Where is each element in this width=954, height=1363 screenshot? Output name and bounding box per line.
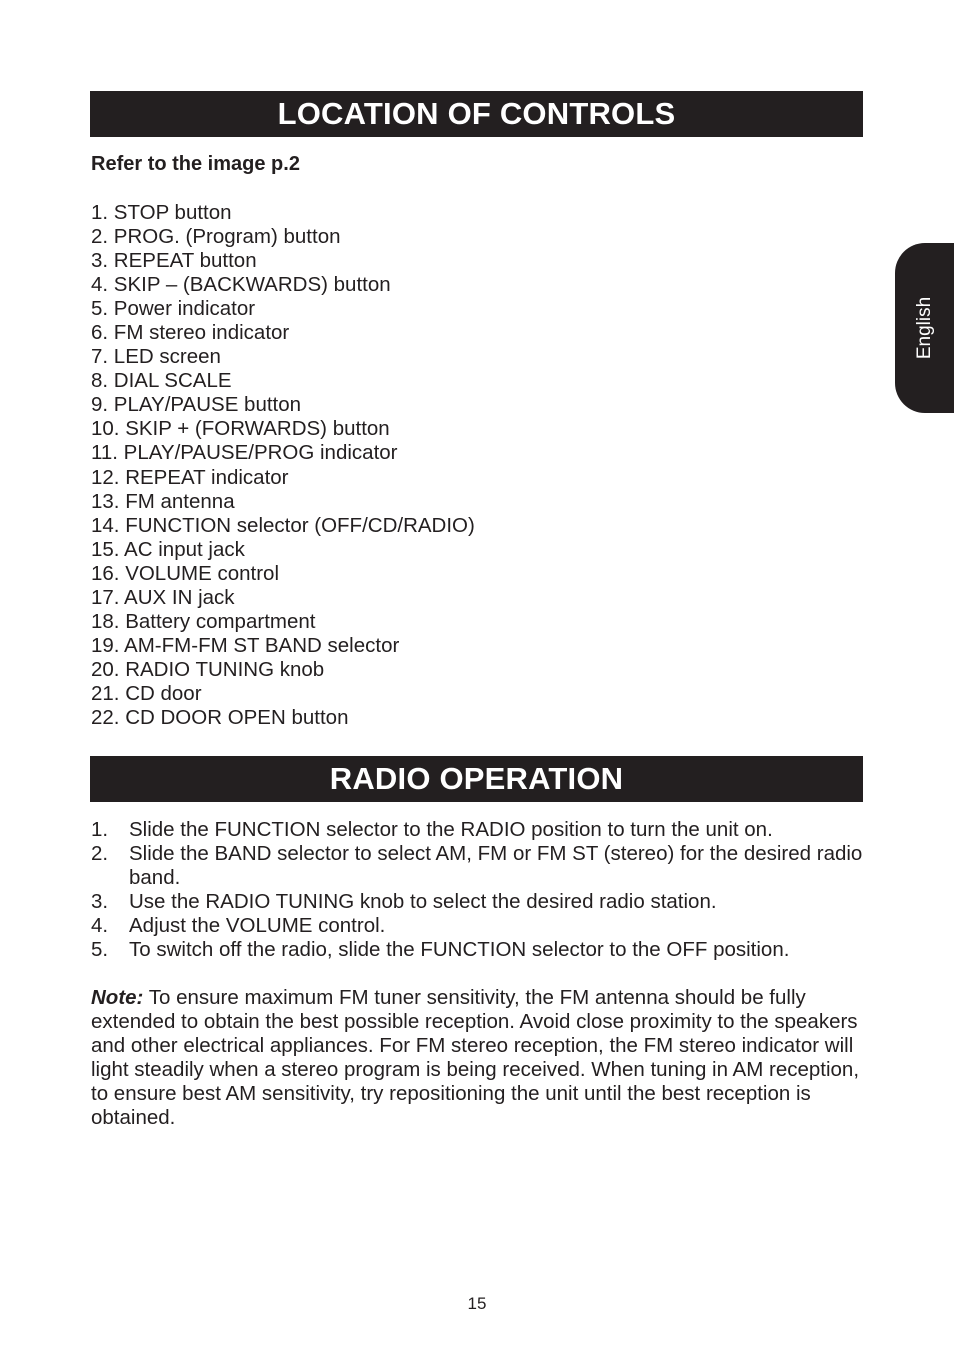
list-item: 5. Power indicator <box>91 297 256 321</box>
list-item: 6. FM stereo indicator <box>91 321 290 345</box>
section-heading-radio-operation: RADIO OPERATION <box>90 756 863 802</box>
list-item: 8. DIAL SCALE <box>91 369 232 393</box>
list-item: 18. Battery compartment <box>91 609 316 633</box>
step-item <box>91 914 866 938</box>
list-item: 1. STOP button <box>91 201 232 224</box>
step-number: 4. <box>91 914 109 937</box>
controls-list <box>91 201 475 730</box>
list-item: 19. AM-FM-FM ST BAND selector <box>91 633 400 657</box>
note-paragraph <box>91 986 866 1130</box>
step-number: 1. <box>91 818 109 841</box>
list-item: 16. VOLUME control <box>91 561 279 585</box>
radio-steps-list <box>91 818 866 962</box>
list-item: 20. RADIO TUNING knob <box>91 657 325 681</box>
refer-note: Refer to the image p.2 <box>91 153 300 175</box>
step-text: Slide the BAND selector to select AM, FM or FM ST (stereo) for the desired radio band. <box>129 842 863 889</box>
list-item: 9. PLAY/PAUSE button <box>91 393 302 417</box>
language-tab <box>895 243 954 413</box>
step-number: 5. <box>91 938 109 961</box>
step-number: 2. <box>91 842 109 865</box>
note-label: Note: <box>91 986 144 1009</box>
section-heading-location-of-controls: LOCATION OF CONTROLS <box>90 91 863 137</box>
step-item <box>91 938 866 962</box>
language-label: English <box>913 296 935 360</box>
list-item: 22. CD DOOR OPEN button <box>91 705 349 729</box>
list-item: 10. SKIP + (FORWARDS) button <box>91 417 390 441</box>
step-text: To switch off the radio, slide the FUNCTION selector to the OFF position. <box>129 938 790 961</box>
step-text: Use the RADIO TUNING knob to select the desired radio station. <box>129 890 717 913</box>
step-text: Slide the FUNCTION selector to the RADIO position to turn the unit on. <box>129 818 773 841</box>
list-item: 2. PROG. (Program) button <box>91 225 341 249</box>
list-item: 11. PLAY/PAUSE/PROG indicator <box>91 441 398 465</box>
step-item <box>91 842 866 890</box>
list-item: 15. AC input jack <box>91 537 245 561</box>
list-item: 7. LED screen <box>91 345 221 369</box>
list-item: 14. FUNCTION selector (OFF/CD/RADIO) <box>91 513 475 537</box>
list-item: 17. AUX IN jack <box>91 585 235 609</box>
list-item: 3. REPEAT button <box>91 249 257 273</box>
step-item <box>91 818 866 842</box>
list-item: 21. CD door <box>91 681 202 705</box>
list-item: 13. FM antenna <box>91 489 235 513</box>
list-item: 12. REPEAT indicator <box>91 465 289 489</box>
step-text: Adjust the VOLUME control. <box>129 914 386 937</box>
step-number: 3. <box>91 890 109 913</box>
note-text: To ensure maximum FM tuner sensitivity, the FM antenna should be fully extended to obtain the best possible reception. Avoid close proximity to the speakers and other electrical appliances. For FM stereo reception, the FM stereo indicator will light steadily when a stereo program is being received. When tuning in AM reception, to ensure best AM sensitivity, try repositioning the unit until the best reception is obtained. <box>91 986 860 1129</box>
page-number: 15 <box>467 1294 487 1313</box>
step-item <box>91 890 866 914</box>
list-item: 4. SKIP – (BACKWARDS) button <box>91 273 391 297</box>
